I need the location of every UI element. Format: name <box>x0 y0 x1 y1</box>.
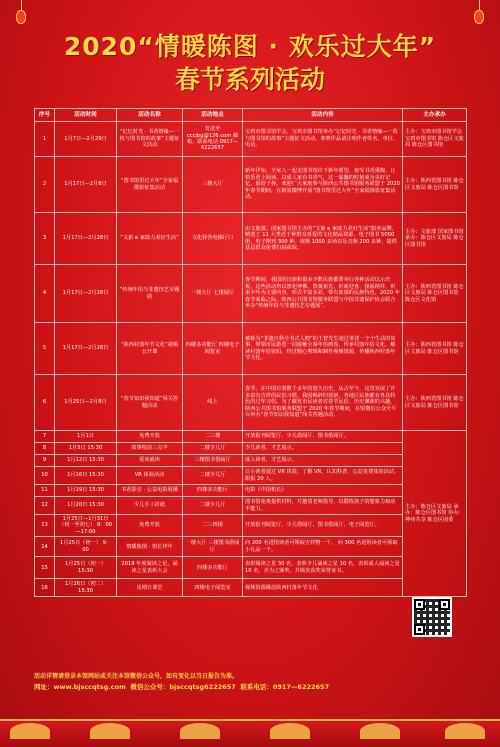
cell-no: 5 <box>35 323 55 375</box>
cell-content: 向 200 名进馆读者可领取吉祥物一个。 向 300 名进馆读者可领取小礼品一个。 <box>243 537 403 557</box>
cell-time: 1月16日 15:30 <box>55 467 117 485</box>
cell-no: 7 <box>35 431 55 443</box>
cell-name: 星期日课堂 <box>117 579 183 597</box>
activity-table <box>34 108 466 597</box>
cell-host: 主办：陕西省图书馆 陈仓区文旅局 陈仓区图书馆 陈仓区文化馆 <box>403 265 467 323</box>
cell-name: 爱读就读 <box>117 455 183 467</box>
cell-host-merged: 主办：陈仓区文旅局 承办：陈仓区图书馆 协办：神州共享 陈仓区团委 <box>403 431 467 597</box>
table-row <box>35 443 467 455</box>
cell-name: “春节知识我知道”闯关答题活动 <box>117 375 183 431</box>
col-header-content: 活动内容 <box>243 109 403 122</box>
cell-name: “文旅 e 家助力美好生活” <box>117 213 183 265</box>
table-row <box>35 537 467 557</box>
footer <box>34 672 466 693</box>
col-header-place: 活动地点 <box>183 109 243 122</box>
cell-name: 免费开放 <box>117 515 183 537</box>
cell-place: 线上 <box>183 375 243 431</box>
cell-time: 1月17日—2月28日 <box>55 213 117 265</box>
cell-content: 电影《中国机长》 <box>243 485 403 497</box>
title-line-2: 春节系列活动 <box>174 65 325 94</box>
cell-content: 春节期间，我国的汉族和很多少数民族都要举行各种活动以示庆祝。这些活动均以祭祀神佛、祭奠祖先、祈新迎喜、接福纳祥、祈求丰年为主要内容，形式丰富多彩，带有浓郁的民族特色。2020 年春节来临之际，陕西公共图书馆服务联盟与中国非遗保护协会联合举办“传统年俗与非遗技艺专题展”。 <box>243 265 403 323</box>
cell-name: “记忆时光 · 书香情缘—一枚与图书馆的故事”主题征文活动 <box>117 122 183 157</box>
lantern-right <box>474 0 484 24</box>
cell-place: 二楼少儿厅 <box>183 443 243 455</box>
cell-time: 1月17日—2月28日 <box>55 323 117 375</box>
table-row <box>35 557 467 579</box>
cell-place: 四楼多功能厅 <box>183 485 243 497</box>
cell-time: 1月19日 15:30 <box>55 485 117 497</box>
cell-time: 1月25日（初一） 15:30 <box>55 557 117 579</box>
wechat-id: bjsccqtsg6222657 <box>169 683 236 691</box>
cell-place: 二三四楼 <box>183 515 243 537</box>
cell-content: 被称为“非遗百科全书式人物”的王智先生通过讲述一个个生动的故事，带领市民游览一同接触全秦年俗画卷，传承村落年俗文化，解读村落年俗密码，经过精心剪辑和制作视频资源，传播陕西村落年节文化。 <box>243 323 403 375</box>
cell-time: 1月12日 15:30 <box>55 455 117 467</box>
cell-place: 四楼多功能厅 四楼电子阅览室 <box>183 323 243 375</box>
table-row <box>35 157 467 213</box>
cell-host: 主办：陕西省图书馆 陈仓区文旅局 陈仓区图书馆 <box>403 375 467 431</box>
cell-no: 8 <box>35 443 55 455</box>
cell-time: 1月1日 <box>55 431 117 443</box>
cell-place: 一楼大厅 七楼展厅 <box>183 265 243 323</box>
cell-name: 故事绘前三点半 <box>117 443 183 455</box>
table-row <box>35 485 467 497</box>
footer-note: 活动详情请登录本馆网站或关注本馆微信公众号，如有变化以当日报告为准。 <box>34 673 239 680</box>
cell-no: 1 <box>35 122 55 157</box>
cell-no: 14 <box>35 537 55 557</box>
table-row <box>35 515 467 537</box>
cell-content: 让小读者通过 VR 体验，了解 VR，认知科普，公益免费体验活动，限报 20 人。 <box>243 467 403 485</box>
cell-host: 主办：陕西省图书馆 陈仓区文旅局 陈仓区图书馆 <box>403 157 467 213</box>
cell-place: 文化驿各电梯厅口 <box>183 213 243 265</box>
cell-time: 1月7日—2月29日 <box>55 122 117 157</box>
cell-time: 1月17日—2月8日 <box>55 157 117 213</box>
cell-time: 1月26日（初二） 15:30 <box>55 579 117 597</box>
cell-content: 视频资源播放陕西村落年节文化 <box>243 579 403 597</box>
cell-place: 二楼少儿厅 <box>183 467 243 485</box>
cell-no: 11 <box>35 485 55 497</box>
table-row <box>35 323 467 375</box>
cell-time: 1月17日—2月28日 <box>55 265 117 323</box>
table-row <box>35 375 467 431</box>
table-row <box>35 122 467 157</box>
table-row <box>35 579 467 597</box>
cell-name: “传统年俗与非遗技艺专题展 <box>117 265 183 323</box>
table-row <box>35 431 467 443</box>
cell-no: 16 <box>35 579 55 597</box>
cell-name: 免费开放 <box>117 431 183 443</box>
title-line-1: 2020“情暖陈图 · 欢乐过大年” <box>63 32 437 61</box>
cell-no: 12 <box>35 497 55 515</box>
table-row <box>35 213 467 265</box>
footer-contact <box>34 682 466 693</box>
website-link[interactable]: www.bjsccqtsg.com <box>53 683 126 691</box>
cell-content: 开放报刊阅览厅、少儿借阅厅、图书借阅厅。 <box>243 431 403 443</box>
cell-content: 图书馆免费提供材料，并邀请老师指导，以锻炼孩子的想象力和动手能力。 <box>243 497 403 515</box>
cell-place: 四楼多功能厅 <box>183 557 243 579</box>
cell-time: 1月25日（初一） 9：00 <box>55 537 117 557</box>
cell-name: 少儿手工折纸 <box>117 497 183 515</box>
cell-time: 1月20日 15:30 <box>55 497 117 515</box>
cell-place: 二楼少儿厅 <box>183 497 243 515</box>
cell-content: 表彰阅读之星 30 名，表彰少儿诵读之星 10 名，表彰成人诵读之星 10 名，并为之颁奖，并颁发获奖荣誉证书。 <box>243 557 403 579</box>
cell-content: 新年伊始，全家人一起走图书馆许下新年愿望，接受书香熏陶，让快乐更上阅读。以成人家有书香气，这一温馨的时刻成为美好记忆，留给子孙。欢迎广大家庭参与陕西公共图书馆服务联盟于 2020 年春节期间，在新浪微博开展“图书馆里过大年”全家福摄影征集活动。 <box>243 157 403 213</box>
col-header-no: 序号 <box>35 109 55 122</box>
cell-host: 主办：陕西省图书馆 陈仓区文旅局 陈仓区图书馆 <box>403 323 467 375</box>
cell-name: VR 体验活动 <box>117 467 183 485</box>
phone-number: 0917—6222657 <box>272 683 330 691</box>
table-row <box>35 455 467 467</box>
cell-time: 1月5日 15:30 <box>55 443 117 455</box>
decorative-cloud-border <box>0 719 500 747</box>
cell-name: “图书馆里过大年”全家福摄影征集活动 <box>117 157 183 213</box>
lantern-left <box>16 0 26 24</box>
cell-no: 4 <box>35 265 55 323</box>
website-label: 网址： <box>34 683 54 691</box>
cell-place: 三楼大厅 <box>183 157 243 213</box>
cell-place: 一楼大厅 三楼图书借阅厅 <box>183 537 243 557</box>
table-row <box>35 497 467 515</box>
table-row <box>35 265 467 323</box>
col-header-name: 活动名称 <box>117 109 183 122</box>
wechat-label: 微信公众号： <box>130 683 170 691</box>
cell-no: 13 <box>35 515 55 537</box>
cell-content: 由文旅部、国家图书馆主办的“文旅 e 家助力美好生活”服务品牌，精选了 11 大类近千种群众喜爱的文化精品资源，电子图书 5000 册，电子期刊 300 种，视频 1000 多场以及音频 200 多种，提供基层群众免费扫码获取。 <box>243 213 403 265</box>
cell-place: 发送至 cccjbg@126.com 邮箱，联系电话 0917—6222657 <box>183 122 243 157</box>
cell-no: 9 <box>35 455 55 467</box>
cell-content: 开放报刊阅览厅、少儿借阅厅、图书借阅厅、电子阅览厅。 <box>243 515 403 537</box>
cell-name: “陕西村落年节文化”视频公开课 <box>117 323 183 375</box>
cell-content: 春节，在中国有着数千多年的悠久历史，从古至今，这里发展了许多富有吉祥的民俗习惯，我国喝辞旧迎新，各地区民族都有各具特色的过年习俗。为了激发市民读者对春节民俗、历史渊源的兴趣，陕西公共图书馆服务联盟于 2020 年春节期间，在馆微信公众号平台举办“春节知识我知道”闯关答题活动。 <box>243 375 403 431</box>
cell-place: 四楼电子阅览室 <box>183 579 243 597</box>
qr-code <box>412 597 452 637</box>
cell-host: 主办：文旅部 国家图书馆 承办：陈仓区文旅局 陈仓区图书馆 <box>403 213 467 265</box>
table-row <box>35 467 467 485</box>
col-header-host: 主办承办 <box>403 109 467 122</box>
table-header-row <box>35 109 467 122</box>
cell-content: 宝鸡市图书馆学会、宝鸡市图书馆举办“记忆时光 · 书香情缘—一枚与图书馆的故事”主题征文活动，参赛作品请注明作者姓名、单位、电话。 <box>243 122 403 157</box>
cell-no: 15 <box>35 557 55 579</box>
poster-title <box>0 30 500 96</box>
cell-no: 10 <box>35 467 55 485</box>
cell-name: 情暖陈图 · 馆长拜年 <box>117 537 183 557</box>
cell-time: 1月25日—2月8日 <box>55 375 117 431</box>
cell-place: 三楼图书借阅厅 <box>183 455 243 467</box>
cell-time: 1月25日—1月31日 （初一至初七） 9：00—17:00 <box>55 515 117 537</box>
cell-name: 2019 年度阅读之星，诵读之星表彰大会 <box>117 557 183 579</box>
phone-label: 联系电话： <box>240 683 273 691</box>
cell-no: 3 <box>35 213 55 265</box>
col-header-time: 活动时间 <box>55 109 117 122</box>
cell-host: 主办：宝鸡市图书馆学会 宝鸡市图书馆 陈仓区文旅局 陈仓区图书馆 <box>403 122 467 157</box>
cell-content: 成人读者，才艺展示。 <box>243 455 403 467</box>
cell-no: 2 <box>35 157 55 213</box>
cell-name: 书香影音 · 公益电影展播 <box>117 485 183 497</box>
cell-place: 二三楼 <box>183 431 243 443</box>
cell-content: 少儿读者，才艺展示。 <box>243 443 403 455</box>
cell-no: 6 <box>35 375 55 431</box>
